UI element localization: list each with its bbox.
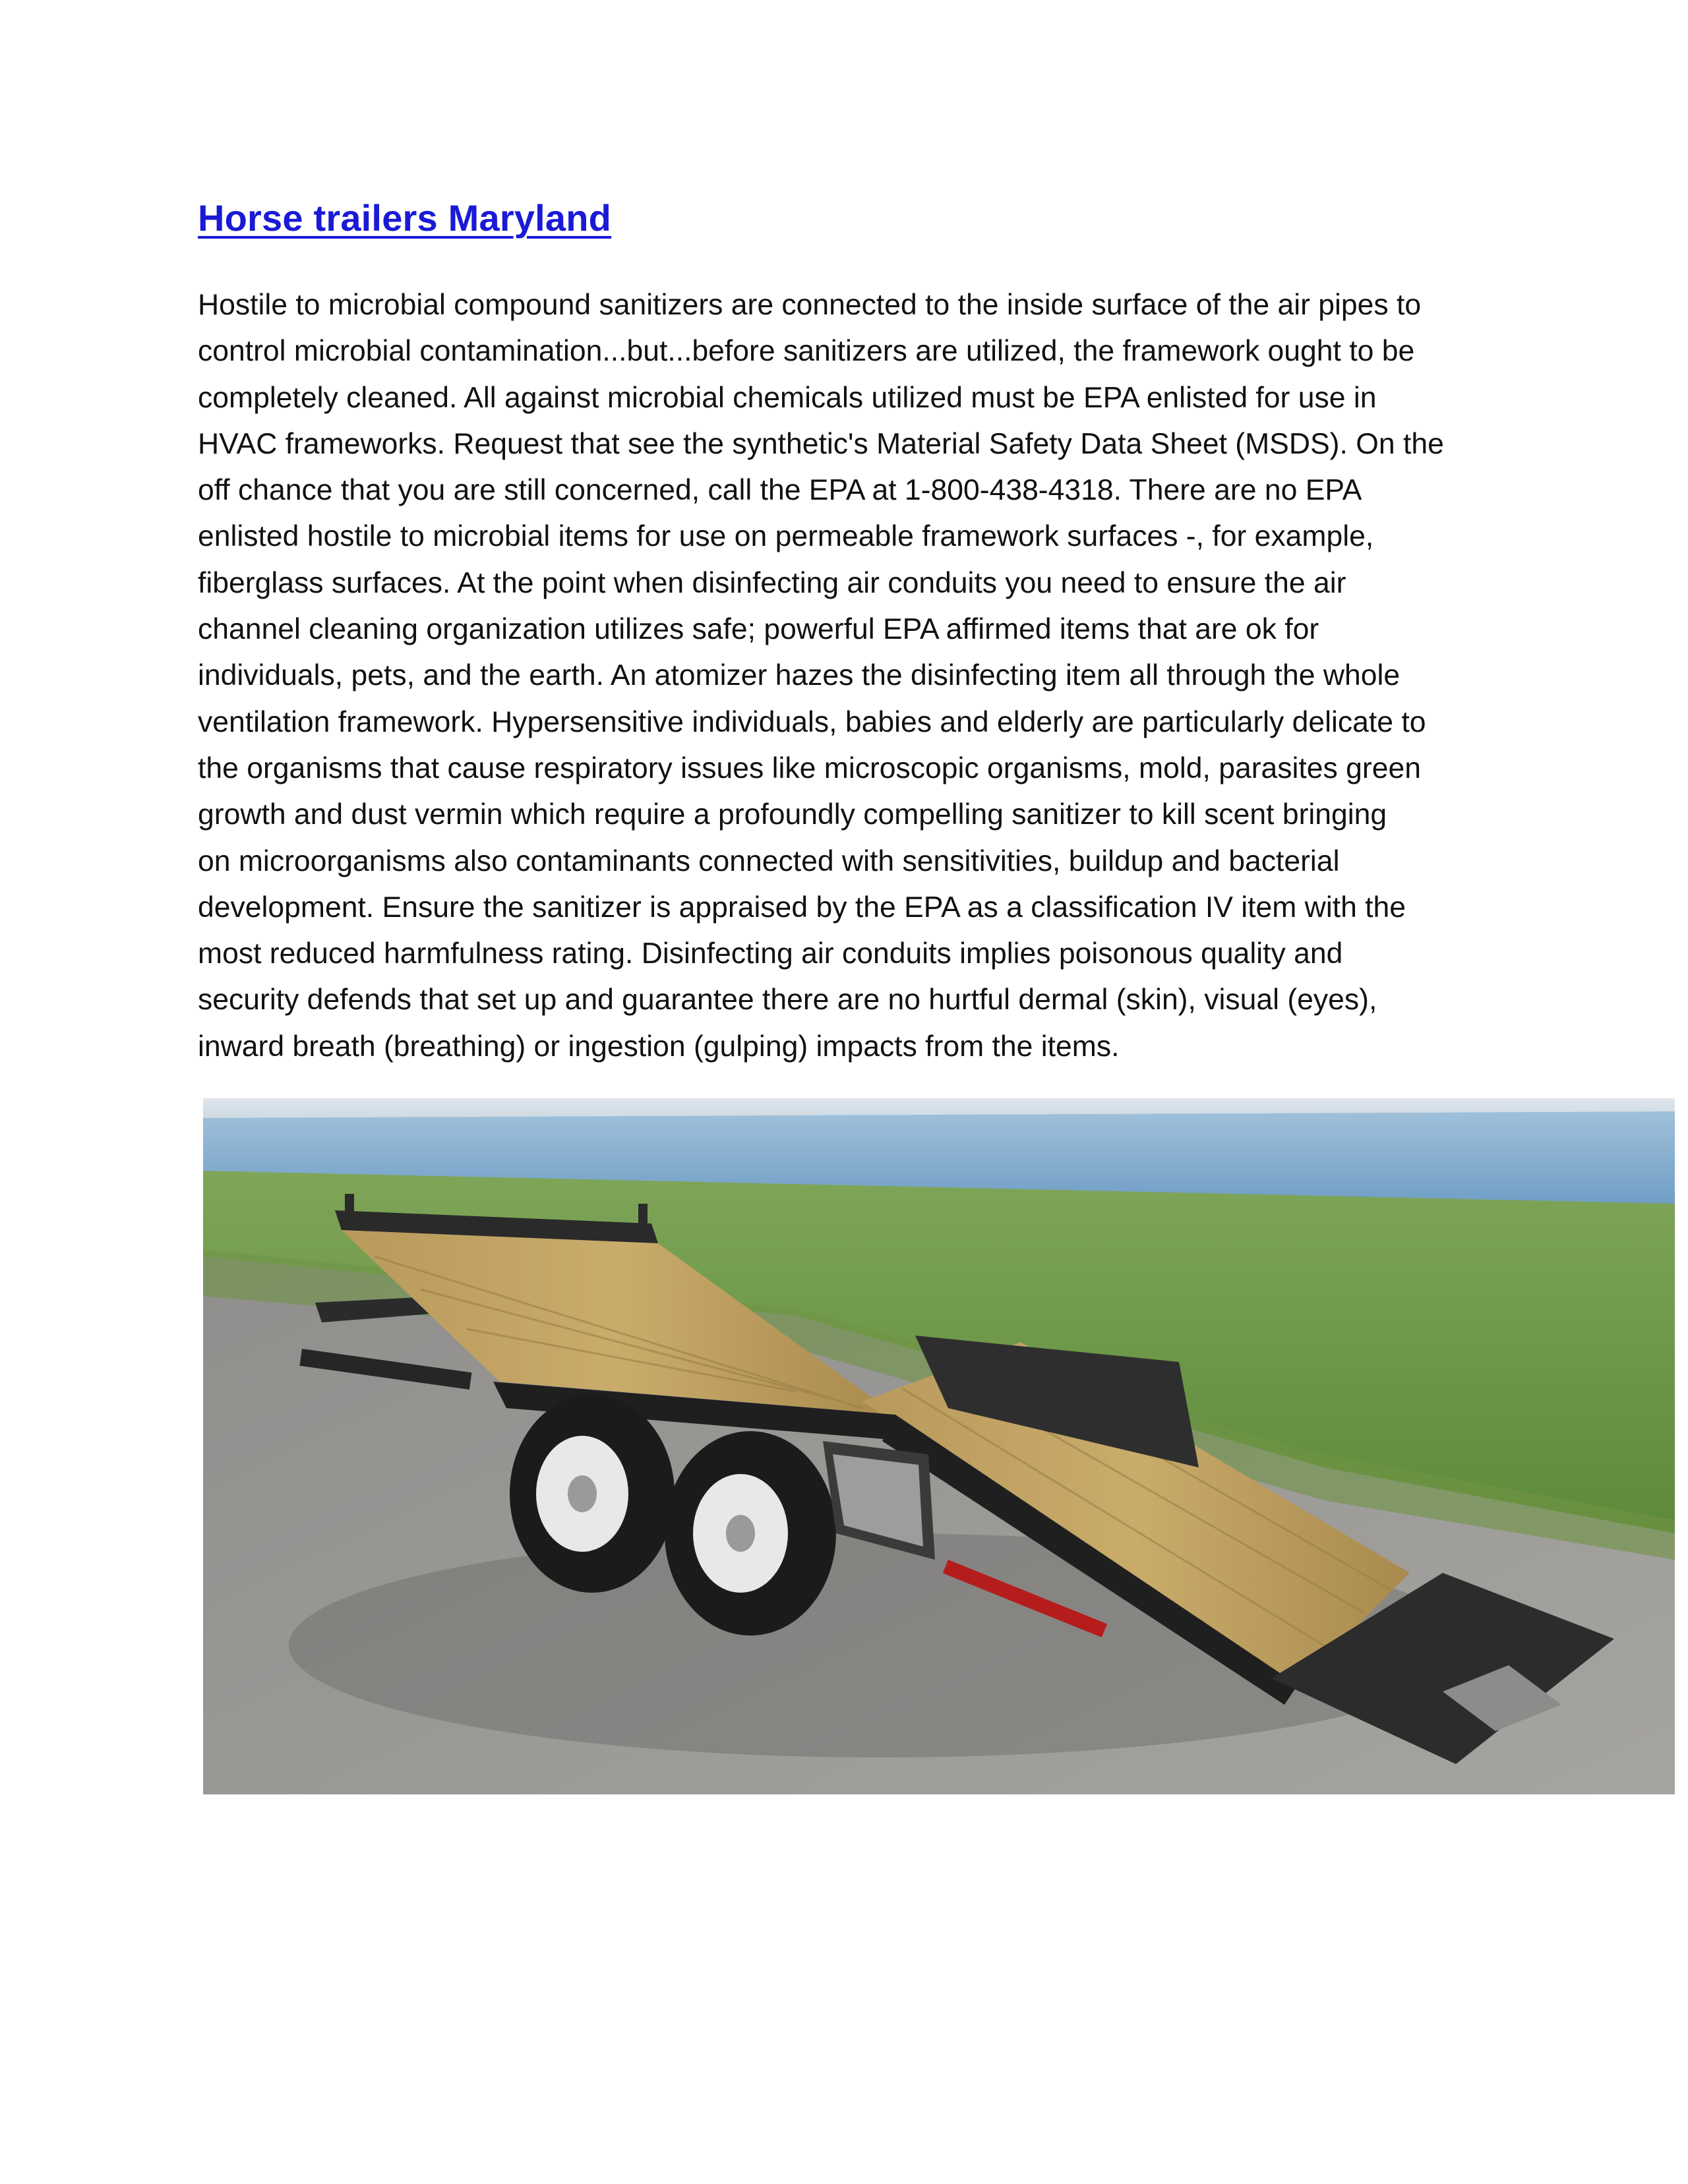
article-line: enlisted hostile to microbial items for use on permeable framework surfaces -, for example, [198, 520, 1374, 553]
article-line: on microorganisms also contaminants connected with sensitivities, buildup and bacterial [198, 844, 1340, 877]
article-line: most reduced harmfulness rating. Disinfecting air conduits implies poisonous quality and [198, 937, 1343, 970]
article-line: growth and dust vermin which require a profoundly compelling sanitizer to kill scent bringing [198, 798, 1387, 831]
wheel-front [510, 1395, 675, 1593]
article-line: development. Ensure the sanitizer is appraised by the EPA as a classification IV item with the [198, 891, 1406, 924]
article-line: control microbial contamination...but...before sanitizers are utilized, the framework ought to be [198, 335, 1415, 368]
article-body [198, 282, 1490, 1070]
article-line: fiberglass surfaces. At the point when disinfecting air conduits you need to ensure the air [198, 566, 1346, 599]
article-line: Hostile to microbial compound sanitizers are connected to the inside surface of the air pipes to [198, 289, 1422, 321]
page-title-link[interactable]: Horse trailers Maryland [198, 197, 612, 239]
article-line: ventilation framework. Hypersensitive individuals, babies and elderly are particularly delicate to [198, 705, 1426, 738]
wheel-rear [665, 1431, 836, 1636]
article-line: individuals, pets, and the earth. An atomizer hazes the disinfecting item all through the whole [198, 659, 1401, 692]
article-line: HVAC frameworks. Request that see the synthetic's Material Safety Data Sheet (MSDS). On the [198, 427, 1444, 460]
article-line: the organisms that cause respiratory issues like microscopic organisms, mold, parasites green [198, 752, 1421, 784]
article-line: inward breath (breathing) or ingestion (gulping) impacts from the items. [198, 1030, 1120, 1063]
trailer-illustration [203, 1098, 1675, 1794]
article-line: completely cleaned. All against microbial chemicals utilized must be EPA enlisted for use in [198, 381, 1377, 414]
trailer-photo [203, 1098, 1675, 1794]
article-line: off chance that you are still concerned, call the EPA at 1-800-438-4318. There are no EPA [198, 474, 1362, 507]
article-line: security defends that set up and guarantee there are no hurtful dermal (skin), visual (eyes), [198, 984, 1377, 1017]
article-line: channel cleaning organization utilizes safe; powerful EPA affirmed items that are ok for [198, 613, 1319, 646]
